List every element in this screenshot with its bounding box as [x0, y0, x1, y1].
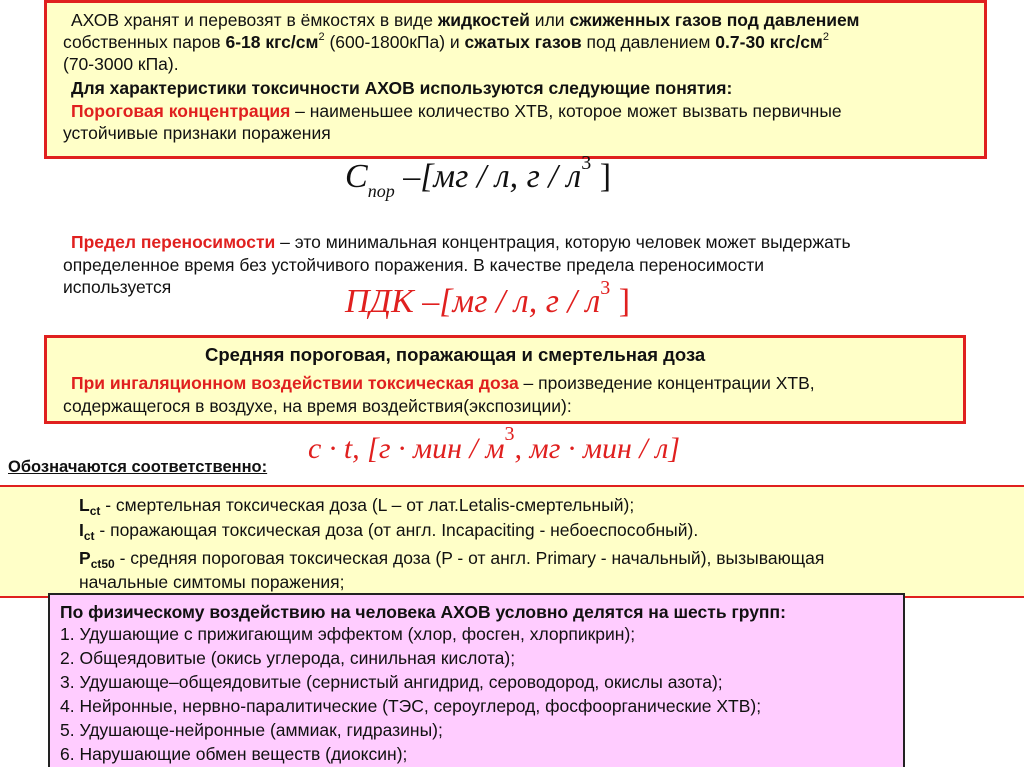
pdk-formula: ПДК –[мг / л, г / $л^3$ ] [345, 277, 631, 320]
box1-line1: АХОВ хранят и перевозят в ёмкостях в виде жидкостей или сжиженных газов под давлением [71, 10, 860, 30]
box1-line4: Для характеристики токсичности АХОВ используются следующие понятия: [71, 78, 733, 98]
group-item-4: 4. Нейронные, нервно-паралитические (ТЭС, сероуглерод, фосфоорганические ХТВ); [60, 696, 762, 716]
dose-box-title: Средняя пороговая, поражающая и смертельная доза [205, 344, 706, 365]
notation-line2: $I_{ct}$ - поражающая токсическая доза (от англ. Incapaciting - небоеспособный). [79, 520, 699, 543]
dose-box-line1: При ингаляционном воздействии токсическая доза – произведение концентрации ХТВ, [71, 373, 815, 393]
tolerance-line2: определенное время без устойчивого поражения. В качестве предела переносимости [63, 255, 765, 275]
dose-formula: c · t, [г · мин / $м^3$, мг · мин / л] [308, 423, 681, 465]
box1-line6: устойчивые признаки поражения [63, 123, 331, 143]
notation-line3: $P_{ct50}$ - средняя пороговая токсическая доза (P - от англ. Primary - начальный), вызывающая [79, 548, 825, 571]
group-item-2: 2. Общеядовитые (окись углерода, синильная кислота); [60, 648, 516, 668]
groups-title: По физическому воздействию на человека АХОВ условно делятся на шесть групп: [60, 602, 786, 622]
tolerance-line3: используется [63, 277, 172, 297]
box1-line2: собственных паров 6-18 кгс/$см^2$ (600-1800кПа) и сжатых газов под давлением 0.7-30 кгс/$см^2$ [63, 31, 829, 52]
box1-line3: (70-3000 кПа). [63, 54, 179, 74]
group-item-1: 1. Удушающие с прижигающим эффектом (хлор, фосген, хлорпикрин); [60, 624, 636, 644]
notation-line4: начальные симтомы поражения; [79, 572, 345, 592]
group-item-3: 3. Удушающе–общеядовитые (сернистый ангидрид, сероводород, окислы азота); [60, 672, 723, 692]
notation-label: Обозначаются соответственно: [8, 458, 268, 476]
dose-box-line2: содержащегося в воздухе, на время воздействия(экспозиции): [63, 396, 572, 416]
notation-line1: $L_{ct}$ - смертельная токсическая доза (L – от лат.Letalis-смертельный); [79, 495, 635, 518]
group-item-6: 6. Нарушающие обмен веществ (диоксин); [60, 744, 408, 764]
tolerance-line1: Предел переносимости – это минимальная концентрация, которую человек может выдержать [71, 232, 851, 252]
box1-line5: Пороговая концентрация – наименьшее количество ХТВ, которое может вызвать первичные [71, 101, 842, 121]
threshold-formula: $C_{пор}$ –[мг / л, г / $л^3$ ] [345, 152, 612, 201]
group-item-5: 5. Удушающе-нейронные (аммиак, гидразины); [60, 720, 443, 740]
